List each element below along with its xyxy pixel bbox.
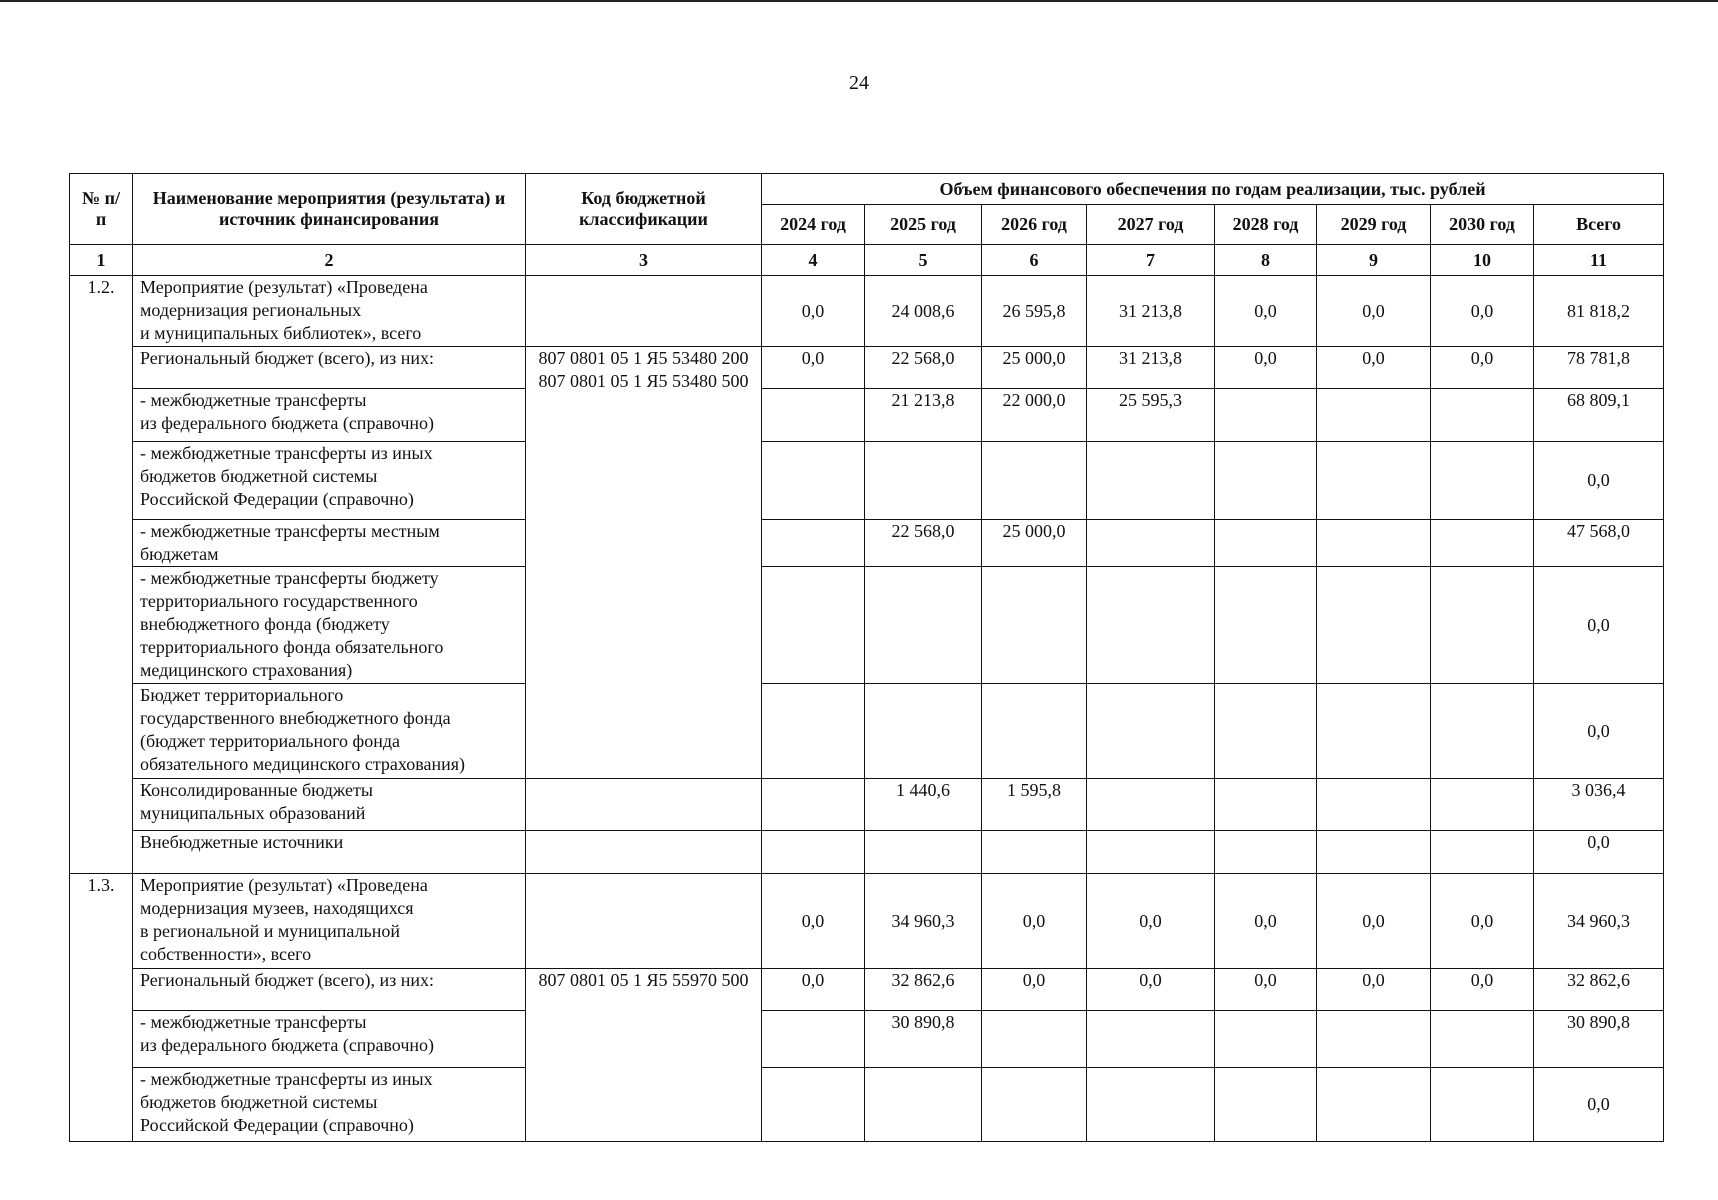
year-value: 32 862,6 (865, 969, 982, 1011)
year-value: 31 213,8 (1087, 276, 1215, 347)
row-name-line: бюджетам (140, 544, 219, 564)
row-name-line: Мероприятие (результат) «Проведена (140, 875, 428, 895)
year-value (1215, 779, 1317, 831)
code-cell-empty (526, 874, 762, 969)
total-value: 47 568,0 (1534, 520, 1664, 567)
header-year: 2029 год (1317, 205, 1431, 245)
row-name-line: - межбюджетные трансферты (140, 1012, 367, 1032)
row-name-line: бюджетов бюджетной системы (140, 1092, 378, 1112)
year-value: 24 008,6 (865, 276, 982, 347)
year-value: 0,0 (1431, 874, 1534, 969)
total-value: 0,0 (1534, 1068, 1664, 1142)
year-value: 25 595,3 (1087, 389, 1215, 442)
header-volume: Объем финансового обеспечения по годам реализации, тыс. рублей (762, 174, 1664, 205)
table-row (70, 520, 1664, 567)
year-value: 22 568,0 (865, 347, 982, 389)
year-value (865, 1068, 982, 1142)
row-name (133, 874, 526, 969)
table-row (70, 1011, 1664, 1068)
code-cell-empty (526, 831, 762, 874)
year-value (1215, 684, 1317, 779)
year-value (1087, 1011, 1215, 1068)
year-value (762, 684, 865, 779)
total-value: 32 862,6 (1534, 969, 1664, 1011)
table-row (70, 389, 1664, 442)
row-name-line: из федерального бюджета (справочно) (140, 1035, 435, 1055)
year-value (1431, 831, 1534, 874)
total-value: 81 818,2 (1534, 276, 1664, 347)
year-value (1087, 831, 1215, 874)
total-value: 68 809,1 (1534, 389, 1664, 442)
row-name-line: государственного внебюджетного фонда (140, 708, 451, 728)
row-name-line: Региональный бюджет (всего), из них: (140, 970, 435, 990)
budget-code-cell (526, 347, 762, 779)
year-value (1431, 779, 1534, 831)
year-value: 30 890,8 (865, 1011, 982, 1068)
year-value (1317, 1068, 1431, 1142)
year-value (1215, 1068, 1317, 1142)
year-value (865, 684, 982, 779)
year-value (1317, 389, 1431, 442)
year-value (1317, 520, 1431, 567)
row-name-line: модернизация музеев, находящихся (140, 898, 414, 918)
row-name-line: - межбюджетные трансферты бюджету (140, 568, 439, 588)
column-number: 1 (70, 245, 133, 276)
budget-code-cell (526, 969, 762, 1142)
row-number: 1.2. (70, 276, 133, 874)
row-name-line: - межбюджетные трансферты местным (140, 521, 440, 541)
column-number: 2 (133, 245, 526, 276)
year-value: 0,0 (1431, 347, 1534, 389)
year-value (865, 567, 982, 684)
year-value (762, 567, 865, 684)
year-value (982, 684, 1087, 779)
year-value: 25 000,0 (982, 520, 1087, 567)
row-name-line: Региональный бюджет (всего), из них: (140, 348, 435, 368)
table-body (70, 276, 1664, 1142)
total-value: 34 960,3 (1534, 874, 1664, 969)
row-name-line: территориального государственного (140, 591, 418, 611)
year-value: 0,0 (762, 874, 865, 969)
column-number: 5 (865, 245, 982, 276)
year-value (1215, 389, 1317, 442)
year-value: 0,0 (1087, 969, 1215, 1011)
year-value (1431, 1011, 1534, 1068)
year-value (1317, 831, 1431, 874)
code-cell-empty (526, 779, 762, 831)
column-number: 10 (1431, 245, 1534, 276)
header-code: Код бюджетной классификации (526, 174, 762, 245)
year-value (1317, 567, 1431, 684)
page-number: 24 (849, 72, 869, 94)
header-year: 2030 год (1431, 205, 1534, 245)
year-value: 0,0 (982, 969, 1087, 1011)
column-number: 8 (1215, 245, 1317, 276)
year-value: 31 213,8 (1087, 347, 1215, 389)
column-number: 4 (762, 245, 865, 276)
year-value (1431, 1068, 1534, 1142)
table-row (70, 567, 1664, 684)
row-name (133, 442, 526, 520)
year-value: 0,0 (1215, 347, 1317, 389)
row-name (133, 347, 526, 389)
table-row (70, 347, 1664, 389)
year-value (982, 1068, 1087, 1142)
year-value (1087, 779, 1215, 831)
year-value: 0,0 (1317, 874, 1431, 969)
table-row (70, 969, 1664, 1011)
year-value: 25 000,0 (982, 347, 1087, 389)
year-value (982, 1011, 1087, 1068)
year-value (1317, 442, 1431, 520)
total-value: 0,0 (1534, 442, 1664, 520)
row-name (133, 1068, 526, 1142)
year-value (762, 442, 865, 520)
year-value (1317, 1011, 1431, 1068)
row-name-line: собственности», всего (140, 944, 312, 964)
header-total: Всего (1534, 205, 1664, 245)
column-number: 6 (982, 245, 1087, 276)
total-value: 0,0 (1534, 684, 1664, 779)
row-name-line: Мероприятие (результат) «Проведена (140, 277, 428, 297)
budget-code: 807 0801 05 1 Я5 53480 500 (538, 371, 749, 391)
year-value: 0,0 (982, 874, 1087, 969)
year-value (1317, 684, 1431, 779)
year-value: 0,0 (1087, 874, 1215, 969)
table-row (70, 276, 1664, 347)
year-value: 22 000,0 (982, 389, 1087, 442)
row-name-line: Консолидированные бюджеты (140, 780, 373, 800)
header-name: Наименование мероприятия (результата) и источник финансирования (133, 174, 526, 245)
year-value (1431, 567, 1534, 684)
year-value: 0,0 (1317, 347, 1431, 389)
table-row (70, 831, 1664, 874)
year-value (1215, 831, 1317, 874)
year-value: 21 213,8 (865, 389, 982, 442)
year-value: 34 960,3 (865, 874, 982, 969)
year-value: 0,0 (1215, 276, 1317, 347)
year-value (762, 520, 865, 567)
year-value (762, 831, 865, 874)
year-value (1431, 442, 1534, 520)
year-value (762, 389, 865, 442)
year-value: 1 595,8 (982, 779, 1087, 831)
year-value: 0,0 (762, 347, 865, 389)
year-value: 0,0 (1215, 874, 1317, 969)
table-row (70, 684, 1664, 779)
row-name-line: - межбюджетные трансферты из иных (140, 1069, 433, 1089)
budget-code: 807 0801 05 1 Я5 55970 500 (538, 970, 749, 990)
table-row (70, 874, 1664, 969)
table-row (70, 442, 1664, 520)
row-name (133, 779, 526, 831)
year-value (1431, 684, 1534, 779)
year-value (982, 831, 1087, 874)
header-year: 2025 год (865, 205, 982, 245)
row-name-line: и муниципальных библиотек», всего (140, 323, 422, 343)
year-value: 26 595,8 (982, 276, 1087, 347)
header-year: 2028 год (1215, 205, 1317, 245)
year-value (1215, 442, 1317, 520)
year-value: 1 440,6 (865, 779, 982, 831)
year-value (762, 779, 865, 831)
row-name (133, 389, 526, 442)
year-value (1215, 567, 1317, 684)
code-cell-empty (526, 276, 762, 347)
year-value (865, 442, 982, 520)
row-name-line: внебюджетного фонда (бюджету (140, 614, 390, 634)
row-name-line: территориального фонда обязательного (140, 637, 444, 657)
total-value: 78 781,8 (1534, 347, 1664, 389)
year-value: 0,0 (762, 969, 865, 1011)
row-name (133, 831, 526, 874)
year-value (1087, 567, 1215, 684)
year-value (762, 1011, 865, 1068)
row-name-line: в региональной и муниципальной (140, 921, 401, 941)
year-value (865, 831, 982, 874)
row-name-line: Внебюджетные источники (140, 832, 344, 852)
row-name-line: бюджетов бюджетной системы (140, 466, 378, 486)
row-name-line: обязательного медицинского страхования) (140, 754, 465, 774)
total-value: 0,0 (1534, 831, 1664, 874)
year-value: 0,0 (762, 276, 865, 347)
year-value (1215, 520, 1317, 567)
row-name (133, 1011, 526, 1068)
row-name-line: модернизация региональных (140, 300, 362, 320)
total-value: 30 890,8 (1534, 1011, 1664, 1068)
row-name-line: - межбюджетные трансферты (140, 390, 367, 410)
year-value (982, 442, 1087, 520)
row-name-line: Бюджет территориального (140, 685, 344, 705)
year-value: 0,0 (1317, 969, 1431, 1011)
row-name-line: медицинского страхования) (140, 660, 353, 680)
year-value: 0,0 (1317, 276, 1431, 347)
table-row (70, 779, 1664, 831)
row-name-line: - межбюджетные трансферты из иных (140, 443, 433, 463)
total-value: 0,0 (1534, 567, 1664, 684)
header-year: 2027 год (1087, 205, 1215, 245)
column-number: 9 (1317, 245, 1431, 276)
row-name-line: (бюджет территориального фонда (140, 731, 400, 751)
year-value (982, 567, 1087, 684)
year-value (1317, 779, 1431, 831)
year-value (1431, 389, 1534, 442)
row-name (133, 567, 526, 684)
budget-code: 807 0801 05 1 Я5 53480 200 (538, 348, 749, 368)
row-name (133, 276, 526, 347)
header-num: № п/п (70, 174, 133, 245)
year-value (1087, 684, 1215, 779)
year-value: 0,0 (1431, 276, 1534, 347)
total-value: 3 036,4 (1534, 779, 1664, 831)
year-value (1087, 442, 1215, 520)
year-value (1215, 1011, 1317, 1068)
year-value: 22 568,0 (865, 520, 982, 567)
year-value (1087, 520, 1215, 567)
year-value (762, 1068, 865, 1142)
column-number: 11 (1534, 245, 1664, 276)
row-name (133, 684, 526, 779)
column-number: 7 (1087, 245, 1215, 276)
header-year: 2024 год (762, 205, 865, 245)
financing-table (69, 173, 1664, 1142)
year-value: 0,0 (1215, 969, 1317, 1011)
column-number: 3 (526, 245, 762, 276)
row-name-line: муниципальных образований (140, 803, 366, 823)
row-number: 1.3. (70, 874, 133, 1142)
row-name-line: Российской Федерации (справочно) (140, 1115, 414, 1135)
row-name-line: из федерального бюджета (справочно) (140, 413, 435, 433)
header-year: 2026 год (982, 205, 1087, 245)
row-name (133, 520, 526, 567)
year-value (1431, 520, 1534, 567)
row-name-line: Российской Федерации (справочно) (140, 489, 414, 509)
page-top-border (0, 0, 1718, 2)
row-name (133, 969, 526, 1011)
table-row (70, 1068, 1664, 1142)
year-value: 0,0 (1431, 969, 1534, 1011)
year-value (1087, 1068, 1215, 1142)
